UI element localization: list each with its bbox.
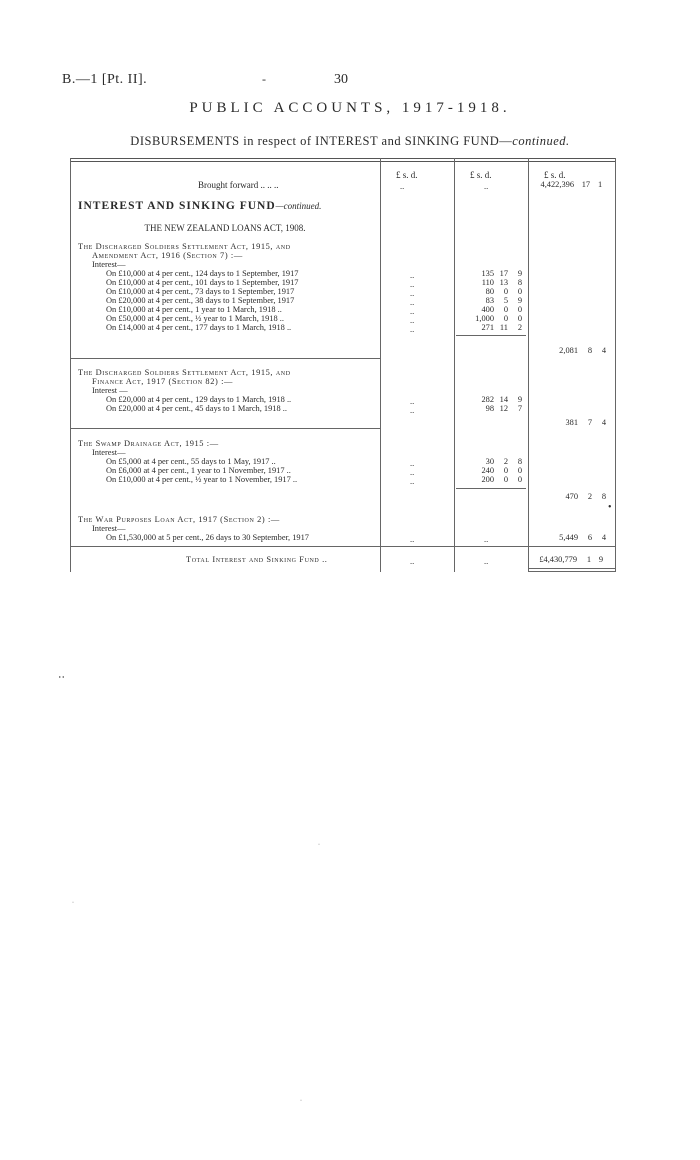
ink-speck: ·	[318, 842, 320, 848]
grand-total-rule-double	[529, 571, 615, 572]
table-top-rule-double	[70, 161, 616, 162]
list-item-amount: 98 12 7	[485, 404, 522, 413]
list-item-dots: ..	[410, 397, 415, 406]
list-item-amount: 240 0 0	[481, 466, 522, 475]
list-item-amount: 110 13 8	[481, 278, 522, 287]
header-dash: -	[262, 72, 266, 86]
interest-label: Interest—	[92, 448, 126, 457]
list-item: On £10,000 at 4 per cent., ½ year to 1 November, 1917 ..	[106, 475, 298, 484]
list-item-dots: ..	[410, 289, 415, 298]
group-title-line: The War Purposes Loan Act, 1917 (Section 2) :—	[78, 515, 280, 524]
subtotal-rule	[456, 335, 526, 336]
group-title-line: Amendment Act, 1916 (Section 7) :—	[92, 251, 243, 260]
list-item-amount: 1,000 0 0	[475, 314, 522, 323]
column-header-3: £ s. d.	[544, 170, 566, 180]
page-subtitle	[0, 134, 700, 149]
ink-speck: ·	[300, 1098, 302, 1104]
brought-forward-label: Brought forward .. .. ..	[198, 180, 279, 190]
list-item-amount: 5,449 6 4	[559, 533, 606, 542]
list-item-dots: ..	[410, 271, 415, 280]
list-item-amount: 80 0 0	[485, 287, 522, 296]
list-item-dots: ..	[410, 468, 415, 477]
list-item-amount: 30 2 8	[485, 457, 522, 466]
act-heading: THE NEW ZEALAND LOANS ACT, 1908.	[144, 223, 306, 233]
table-right-border	[615, 158, 616, 572]
list-item-dots: ..	[410, 316, 415, 325]
column-divider-2	[454, 158, 455, 572]
page-number: 30	[334, 72, 348, 87]
list-item: On £20,000 at 4 per cent., 45 days to 1 March, 1918 ..	[106, 404, 287, 413]
group-title-line: Finance Act, 1917 (Section 82) :—	[92, 377, 233, 386]
group-total-amount: 470 2 8	[565, 492, 606, 501]
subtitle-main: DISBURSEMENTS in respect of INTEREST and SINKING FUND—	[130, 134, 513, 148]
list-item-dots: ..	[410, 406, 415, 415]
column-divider-1	[380, 158, 381, 572]
interest-label: Interest—	[92, 524, 126, 533]
list-item: On £1,530,000 at 5 per cent., 26 days to 30 September, 1917	[106, 533, 309, 542]
ink-speck: •	[608, 502, 612, 513]
disbursements-table	[70, 158, 616, 572]
list-item: On £10,000 at 4 per cent., 124 days to 1 September, 1917	[106, 269, 299, 278]
list-item-dots: ..	[410, 280, 415, 289]
interest-label: Interest—	[92, 260, 126, 269]
ink-speck: ·	[72, 900, 74, 906]
brought-forward-amount: 4,422,396 17 1	[540, 180, 603, 189]
list-item: On £5,000 at 4 per cent., 55 days to 1 May, 1917 ..	[106, 457, 276, 466]
interest-label: Interest —	[92, 386, 128, 395]
group-title-line: The Discharged Soldiers Settlement Act, 1915, and	[78, 242, 291, 251]
list-item-dots: ..	[410, 307, 415, 316]
document-reference: B.—1 [Pt. II].	[62, 72, 148, 87]
total-separator	[70, 546, 616, 547]
group-separator	[70, 358, 380, 359]
list-item-dots: ..	[410, 298, 415, 307]
list-item-dots: ..	[410, 477, 415, 486]
list-item-dots: ..	[410, 459, 415, 468]
column-header-1: £ s. d.	[396, 170, 418, 180]
page-title: PUBLIC ACCOUNTS, 1917-1918.	[189, 100, 511, 116]
list-item-amount: 135 17 9	[481, 269, 522, 278]
list-item-amount: 83 5 9	[485, 296, 522, 305]
group-title-line: The Swamp Drainage Act, 1915 :—	[78, 439, 219, 448]
subtotal-rule	[456, 488, 526, 489]
list-item-dots: ..	[410, 325, 415, 334]
table-top-rule	[70, 158, 616, 159]
brought-forward-col1: ..	[400, 182, 405, 191]
ink-speck: ‧‧	[58, 672, 65, 684]
section-heading: INTEREST AND SINKING FUND—continued.	[78, 200, 322, 212]
list-item-amount: 282 14 9	[481, 395, 522, 404]
list-item: On £6,000 at 4 per cent., 1 year to 1 November, 1917 ..	[106, 466, 291, 475]
list-item: On £10,000 at 4 per cent., 73 days to 1 September, 1917	[106, 287, 295, 296]
list-item: On £10,000 at 4 per cent., 1 year to 1 March, 1918 ..	[106, 305, 282, 314]
list-item-amount: 271 11 2	[481, 323, 522, 332]
grand-total-label: Total Interest and Sinking Fund ..	[186, 555, 328, 564]
group-total-amount: 2,081 8 4	[559, 346, 606, 355]
list-item: On £10,000 at 4 per cent., 101 days to 1 September, 1917	[106, 278, 299, 287]
group-separator	[70, 428, 380, 429]
list-item-amount: 400 0 0	[481, 305, 522, 314]
list-item: On £20,000 at 4 per cent., 38 days to 1 September, 1917	[106, 296, 295, 305]
column-header-2: £ s. d.	[470, 170, 492, 180]
list-item-amount: 200 0 0	[481, 475, 522, 484]
grand-total-col1: ..	[410, 557, 415, 566]
subtitle-continued: continued.	[512, 134, 570, 148]
grand-total-amount: £4,430,779 1 9	[539, 555, 603, 564]
column-divider-3	[528, 158, 529, 572]
list-item-dots: ..	[484, 535, 489, 544]
list-item: On £50,000 at 4 per cent., ½ year to 1 March, 1918 ..	[106, 314, 284, 323]
list-item: On £20,000 at 4 per cent., 129 days to 1 March, 1918 ..	[106, 395, 292, 404]
table-left-border	[70, 158, 71, 572]
list-item: On £14,000 at 4 per cent., 177 days to 1 March, 1918 ..	[106, 323, 292, 332]
list-item-dots: ..	[410, 535, 415, 544]
group-title-line: The Discharged Soldiers Settlement Act, 1915, and	[78, 368, 291, 377]
brought-forward-col2: ..	[484, 182, 489, 191]
group-total-amount: 381 7 4	[565, 418, 606, 427]
grand-total-rule	[529, 568, 615, 569]
grand-total-col2: ..	[484, 557, 489, 566]
